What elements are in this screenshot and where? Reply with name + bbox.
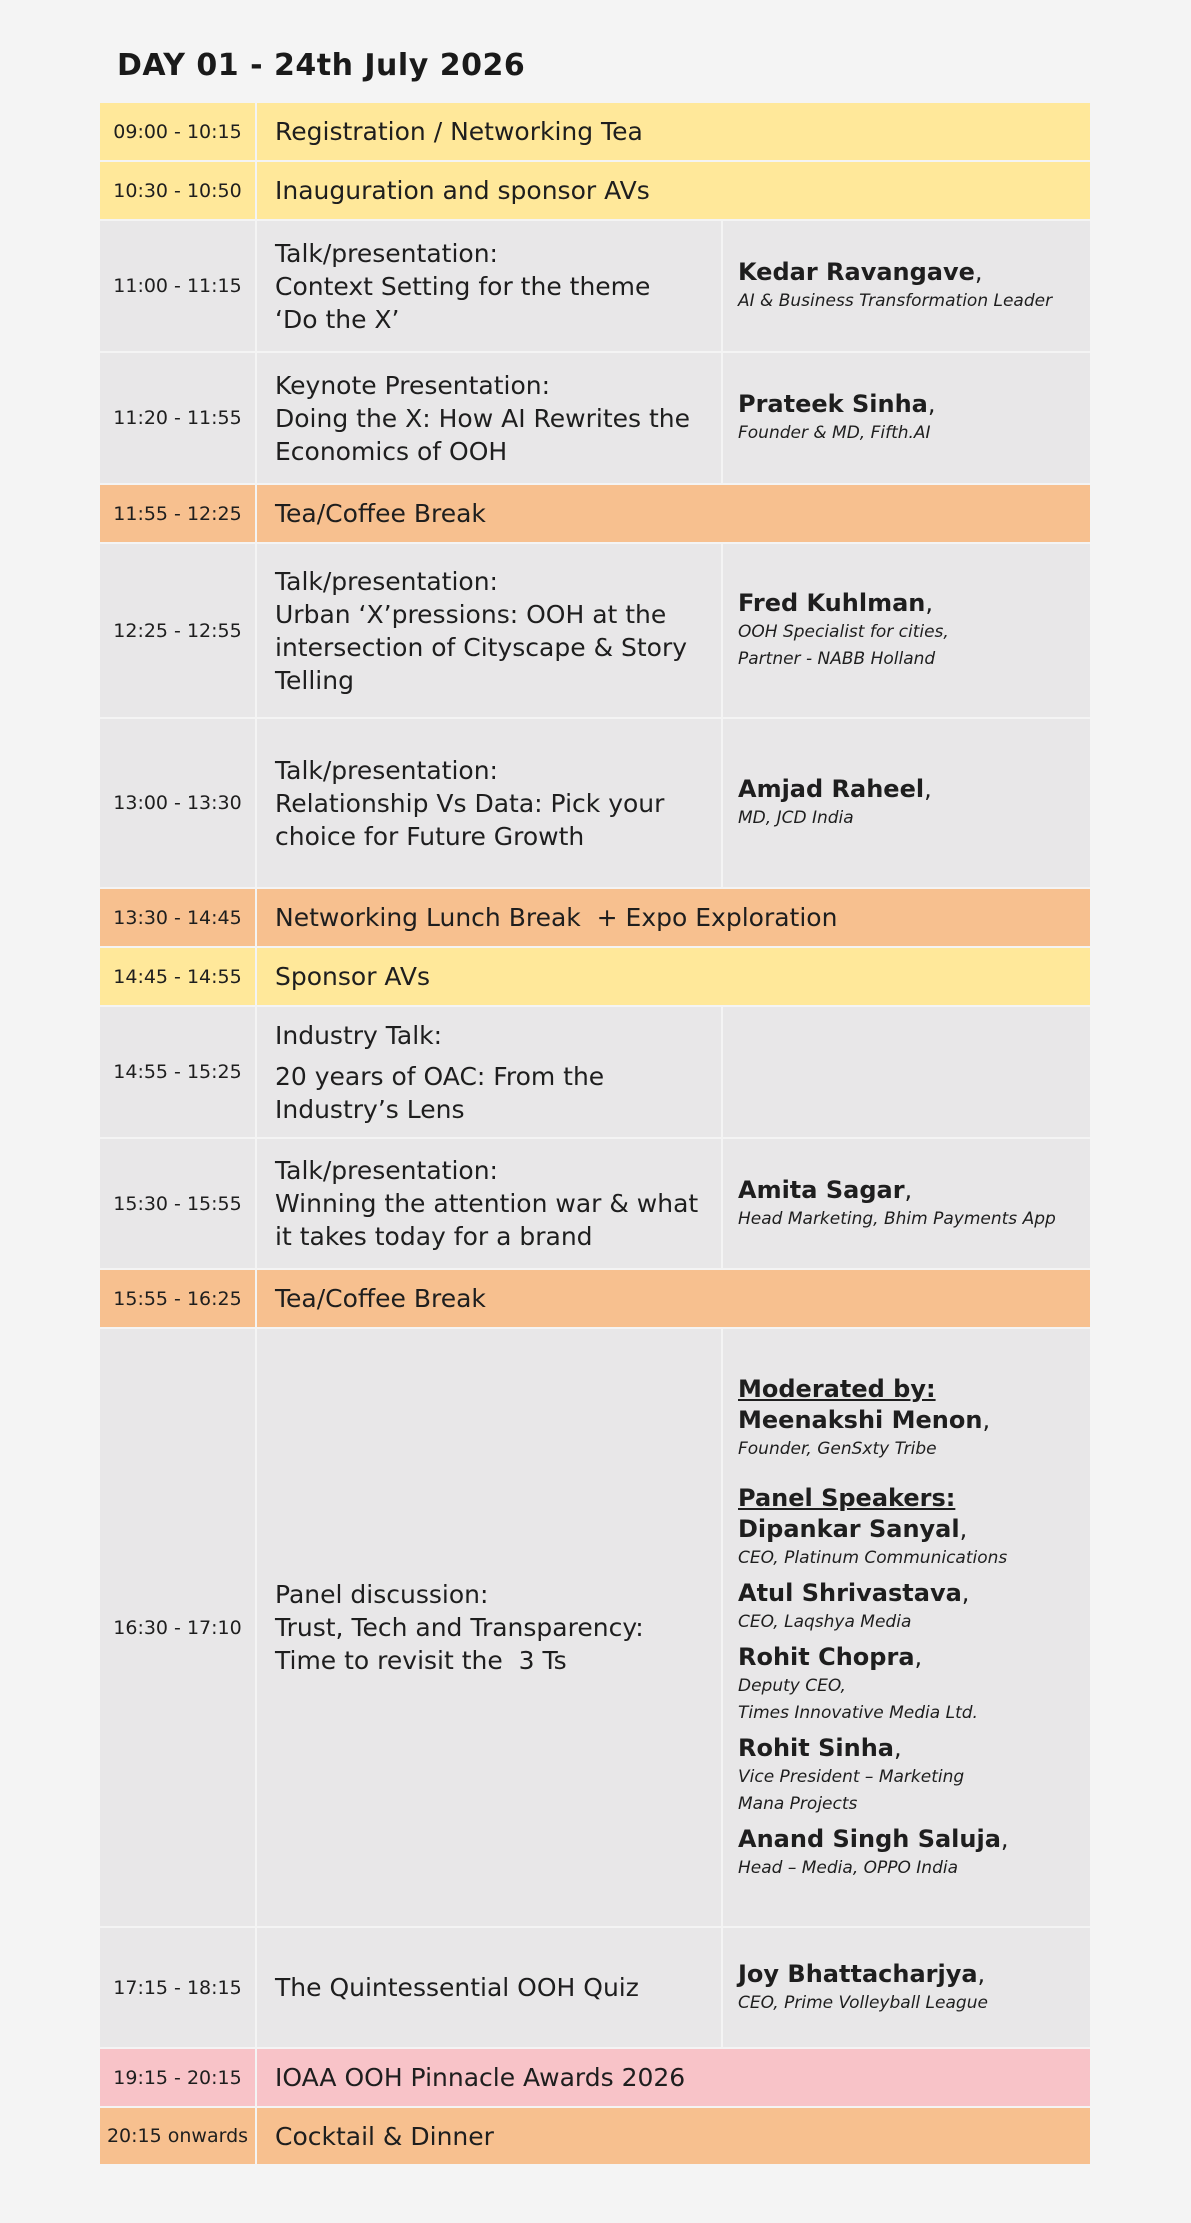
panel-speakers: Moderated by: Meenakshi Menon, Founder, GenSxty Tribe Panel Speakers: Dipankar Sanyal, CEO, Platinum Communications Atul Shrivastava, CEO, Laqshya Media Rohit Chopra, Deputy CEO, Times Innovative Media Ltd. Rohit Sinha, Vice President – Marketing Mana Projects Anand Singh Saluja, Head – Media, OPPO India: [723, 1329, 1090, 1926]
session-title: [257, 221, 721, 351]
session-title: [257, 1329, 721, 1926]
time-slot: 09:00 - 10:15: [100, 103, 255, 160]
panel-speakers-heading: Panel Speakers:: [738, 1483, 956, 1512]
speaker-name: Anand Singh Saluja: [738, 1824, 1001, 1853]
time-slot: 15:30 - 15:55: [100, 1139, 255, 1268]
speaker-role: MD, JCD India: [738, 808, 854, 828]
speaker-cell: Prateek Sinha, Founder & MD, Fifth.AI: [723, 353, 1090, 483]
session-type: Talk/presentation:: [275, 238, 498, 268]
speaker-cell: Joy Bhattacharjya, CEO, Prime Volleyball League: [723, 1928, 1090, 2047]
session-topic: Doing the X: How AI Rewrites the: [275, 403, 691, 433]
session-title: Registration / Networking Tea: [257, 103, 1090, 160]
time-slot: 14:45 - 14:55: [100, 948, 255, 1005]
agenda-row: [100, 1139, 1090, 1268]
page-title: DAY 01 - 24th July 2026: [117, 48, 526, 83]
session-topic: choice for Future Growth: [275, 821, 585, 851]
agenda-row: [100, 1329, 1090, 1926]
speaker-name: Fred Kuhlman: [738, 589, 926, 617]
speaker-name: Dipankar Sanyal: [738, 1514, 960, 1543]
session-topic: Industry’s Lens: [275, 1094, 465, 1124]
speaker-role: Deputy CEO,: [738, 1675, 846, 1696]
moderator-name: Meenakshi Menon: [738, 1405, 983, 1434]
session-type: Panel discussion:: [275, 1580, 489, 1609]
agenda-row: [100, 103, 1090, 160]
time-slot: 11:55 - 12:25: [100, 485, 255, 542]
speaker-role: Partner - NABB Holland: [738, 649, 936, 669]
session-title: Networking Lunch Break + Expo Exploration: [257, 889, 1090, 946]
agenda-row: [100, 2108, 1090, 2164]
time-slot: 19:15 - 20:15: [100, 2049, 255, 2106]
speaker-role: AI & Business Transformation Leader: [738, 291, 1053, 311]
agenda-row: [100, 485, 1090, 542]
session-title: [257, 1007, 721, 1137]
speaker-role: CEO, Laqshya Media: [738, 1611, 912, 1632]
agenda-row: [100, 353, 1090, 483]
speaker-role: Head – Media, OPPO India: [738, 1857, 959, 1878]
speaker-role: Times Innovative Media Ltd.: [738, 1702, 978, 1723]
agenda-row: [100, 1007, 1090, 1137]
speaker-role: Founder & MD, Fifth.AI: [738, 423, 931, 443]
session-type: Talk/presentation:: [275, 755, 498, 785]
time-slot: 13:00 - 13:30: [100, 719, 255, 887]
session-topic: Telling: [275, 665, 354, 695]
time-slot: 20:15 onwards: [100, 2108, 255, 2164]
session-topic: 20 years of OAC: From the: [275, 1061, 605, 1091]
moderated-by-heading: Moderated by:: [738, 1374, 936, 1403]
session-topic: Time to revisit the 3 Ts: [275, 1646, 567, 1675]
session-topic: Winning the attention war & what: [275, 1189, 699, 1218]
speaker-cell: Amjad Raheel, MD, JCD India: [723, 719, 1090, 887]
time-slot: 15:55 - 16:25: [100, 1270, 255, 1327]
speaker-cell: Fred Kuhlman, OOH Specialist for cities, Partner - NABB Holland: [723, 544, 1090, 717]
time-slot: 12:25 - 12:55: [100, 544, 255, 717]
session-title: IOAA OOH Pinnacle Awards 2026: [257, 2049, 1090, 2106]
agenda-row: [100, 1270, 1090, 1327]
speaker-name: Prateek Sinha: [738, 390, 928, 418]
session-title: The Quintessential OOH Quiz: [257, 1928, 721, 2047]
speaker-cell: Kedar Ravangave, AI & Business Transformation Leader: [723, 221, 1090, 351]
agenda-row: [100, 1928, 1090, 2047]
speaker-role: Vice President – Marketing: [738, 1766, 965, 1787]
agenda-row: [100, 889, 1090, 946]
session-title: [257, 353, 721, 483]
speaker-name: Rohit Sinha: [738, 1733, 894, 1762]
session-topic: Relationship Vs Data: Pick your: [275, 788, 665, 818]
session-title: Cocktail & Dinner: [257, 2108, 1090, 2164]
agenda-row: [100, 221, 1090, 351]
agenda-row: [100, 948, 1090, 1005]
session-title: Tea/Coffee Break: [257, 1270, 1090, 1327]
speaker-name: Rohit Chopra: [738, 1642, 915, 1671]
speaker-role: CEO, Prime Volleyball League: [738, 1992, 988, 2013]
session-topic: it takes today for a brand: [275, 1222, 593, 1251]
agenda-row: [100, 544, 1090, 717]
time-slot: 11:20 - 11:55: [100, 353, 255, 483]
session-type: Keynote Presentation:: [275, 370, 551, 400]
session-title: [257, 1139, 721, 1268]
speaker-cell: Amita Sagar, Head Marketing, Bhim Payments App: [723, 1139, 1090, 1268]
speaker-cell: [723, 1007, 1090, 1137]
session-title: Inauguration and sponsor AVs: [257, 162, 1090, 219]
session-topic: Trust, Tech and Transparency:: [275, 1613, 644, 1642]
session-type: Industry Talk:: [275, 1020, 443, 1050]
speaker-name: Amjad Raheel: [738, 775, 925, 803]
session-type: Talk/presentation:: [275, 566, 498, 596]
session-title: [257, 544, 721, 717]
session-type: Talk/presentation:: [275, 1156, 498, 1185]
time-slot: 14:55 - 15:25: [100, 1007, 255, 1137]
speaker-name: Kedar Ravangave: [738, 258, 975, 286]
speaker-role: OOH Specialist for cities,: [738, 622, 949, 642]
speaker-role: Mana Projects: [738, 1793, 858, 1814]
time-slot: 13:30 - 14:45: [100, 889, 255, 946]
session-topic: Urban ‘X’pressions: OOH at the: [275, 599, 667, 629]
speaker-role: Head Marketing, Bhim Payments App: [738, 1208, 1056, 1229]
agenda-row: [100, 162, 1090, 219]
session-title: Sponsor AVs: [257, 948, 1090, 1005]
agenda-row: [100, 719, 1090, 887]
time-slot: 11:00 - 11:15: [100, 221, 255, 351]
time-slot: 10:30 - 10:50: [100, 162, 255, 219]
moderator-role: Founder, GenSxty Tribe: [738, 1438, 937, 1459]
session-topic: ‘Do the X’: [275, 304, 400, 334]
speaker-name: Atul Shrivastava: [738, 1578, 962, 1607]
time-slot: 16:30 - 17:10: [100, 1329, 255, 1926]
agenda-table: [100, 103, 1090, 2164]
session-title: [257, 719, 721, 887]
speaker-name: Amita Sagar: [738, 1175, 905, 1204]
speaker-role: CEO, Platinum Communications: [738, 1547, 1008, 1568]
session-topic: Economics of OOH: [275, 436, 508, 466]
session-title: Tea/Coffee Break: [257, 485, 1090, 542]
speaker-name: Joy Bhattacharjya: [738, 1959, 978, 1988]
time-slot: 17:15 - 18:15: [100, 1928, 255, 2047]
agenda-row: [100, 2049, 1090, 2106]
session-topic: Context Setting for the theme: [275, 271, 651, 301]
session-topic: intersection of Cityscape & Story: [275, 632, 688, 662]
